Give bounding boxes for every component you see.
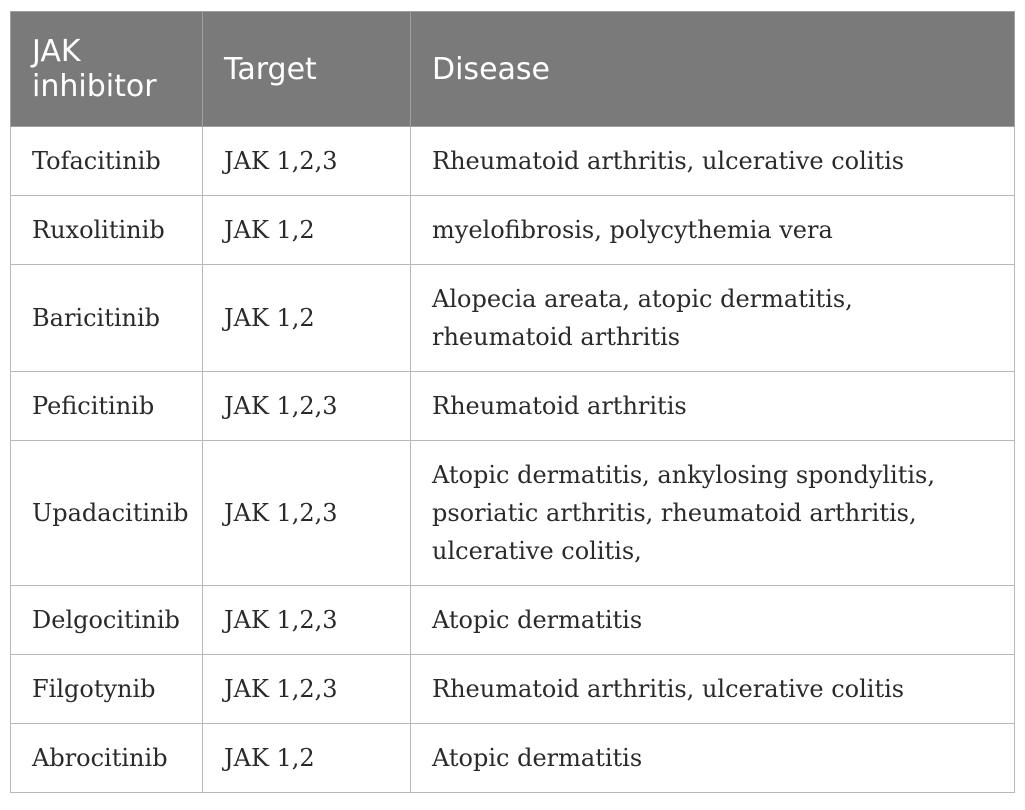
table-row bbox=[11, 724, 1015, 793]
table-row bbox=[11, 372, 1015, 441]
cell-inhibitor: Delgocitinib bbox=[11, 586, 203, 655]
header-row bbox=[11, 12, 1015, 127]
jak-inhibitor-table bbox=[10, 11, 1015, 793]
cell-target: JAK 1,2,3 bbox=[203, 441, 411, 586]
cell-inhibitor: Baricitinib bbox=[11, 265, 203, 372]
cell-inhibitor: Tofacitinib bbox=[11, 127, 203, 196]
cell-disease: Rheumatoid arthritis, ulcerative colitis bbox=[411, 655, 1015, 724]
header-jak-inhibitor-label: JAK inhibitor bbox=[32, 34, 157, 104]
cell-disease: Atopic dermatitis bbox=[411, 724, 1015, 793]
cell-target: JAK 1,2 bbox=[203, 724, 411, 793]
table-header bbox=[11, 12, 1015, 127]
table-body bbox=[11, 127, 1015, 793]
cell-disease: myelofibrosis, polycythemia vera bbox=[411, 196, 1015, 265]
table-row bbox=[11, 196, 1015, 265]
cell-inhibitor: Ruxolitinib bbox=[11, 196, 203, 265]
cell-target: JAK 1,2 bbox=[203, 196, 411, 265]
header-jak-inhibitor bbox=[11, 12, 203, 127]
cell-target: JAK 1,2,3 bbox=[203, 655, 411, 724]
header-disease: Disease bbox=[411, 12, 1015, 127]
cell-target: JAK 1,2,3 bbox=[203, 127, 411, 196]
table-row bbox=[11, 127, 1015, 196]
header-target: Target bbox=[203, 12, 411, 127]
cell-target: JAK 1,2 bbox=[203, 265, 411, 372]
cell-inhibitor: Peficitinib bbox=[11, 372, 203, 441]
cell-target: JAK 1,2,3 bbox=[203, 586, 411, 655]
table-row bbox=[11, 441, 1015, 586]
cell-inhibitor: Upadacitinib bbox=[11, 441, 203, 586]
table-row bbox=[11, 655, 1015, 724]
cell-target: JAK 1,2,3 bbox=[203, 372, 411, 441]
table-row bbox=[11, 586, 1015, 655]
cell-disease: Rheumatoid arthritis, ulcerative colitis bbox=[411, 127, 1015, 196]
cell-disease: Alopecia areata, atopic dermatitis, rheumatoid arthritis bbox=[411, 265, 1015, 372]
cell-inhibitor: Abrocitinib bbox=[11, 724, 203, 793]
table-row bbox=[11, 265, 1015, 372]
cell-disease: Atopic dermatitis, ankylosing spondylitis, psoriatic arthritis, rheumatoid arthritis, ulcerative colitis, bbox=[411, 441, 1015, 586]
cell-inhibitor: Filgotynib bbox=[11, 655, 203, 724]
cell-disease: Rheumatoid arthritis bbox=[411, 372, 1015, 441]
cell-disease: Atopic dermatitis bbox=[411, 586, 1015, 655]
